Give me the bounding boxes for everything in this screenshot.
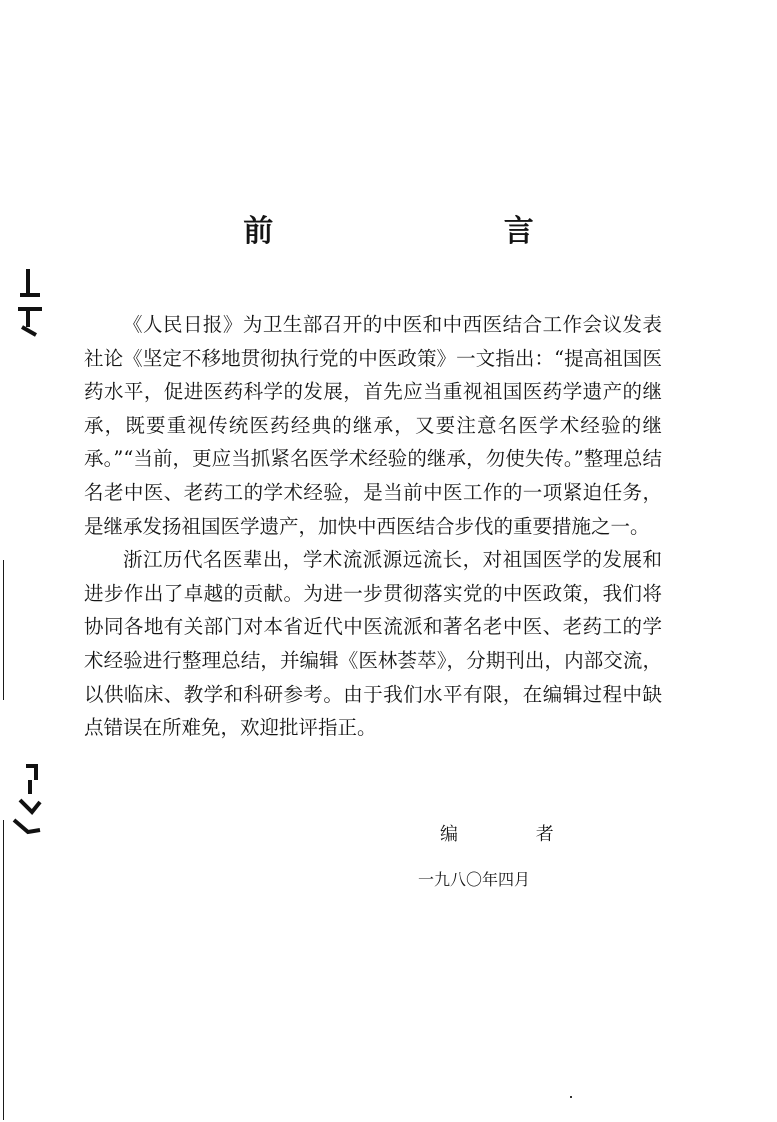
signature-date: 一九八〇年四月: [418, 870, 531, 889]
preface-body: [84, 308, 662, 745]
binding-edge-line: [3, 560, 4, 700]
signature-label: 编 者: [440, 824, 590, 845]
scan-speck: [570, 1096, 572, 1098]
binding-edge-mark: [6, 265, 46, 355]
preface-paragraph: 《人民日报》为卫生部召开的中医和中西医结合工作会议发表社论《坚定不移地贯彻执行党的中医政策》一文指出：“提高祖国医药水平，促进医药科学的发展，首先应当重视祖国医药学遗产的继承，既要重视传统医药经典的继承，又要注意名医学术经验的继承。”“当前，更应当抓紧名医学术经验的继承，勿使失传。”整理总结名老中医、老药工的学术经验，是当前中医工作的一项紧迫任务，是继承发扬祖国医学遗产，加快中西医结合步伐的重要措施之一。: [84, 313, 662, 538]
binding-edge-mark: [6, 760, 46, 850]
preface-paragraph: 浙江历代名医辈出，学术流派源远流长，对祖国医学的发展和进步作出了卓越的贡献。为进一步贯彻落实党的中医政策，我们将协同各地有关部门对本省近代中医流派和著名老中医、老药工的学术经验进行整理总结，并编辑《医林荟萃》，分期刊出，内部交流，以供临床、教学和科研参考。由于我们水平有限，在编辑过程中缺点错误在所难免，欢迎批评指正。: [84, 548, 662, 740]
binding-edge-line: [3, 820, 4, 1120]
page-title: 前 言: [243, 214, 644, 249]
